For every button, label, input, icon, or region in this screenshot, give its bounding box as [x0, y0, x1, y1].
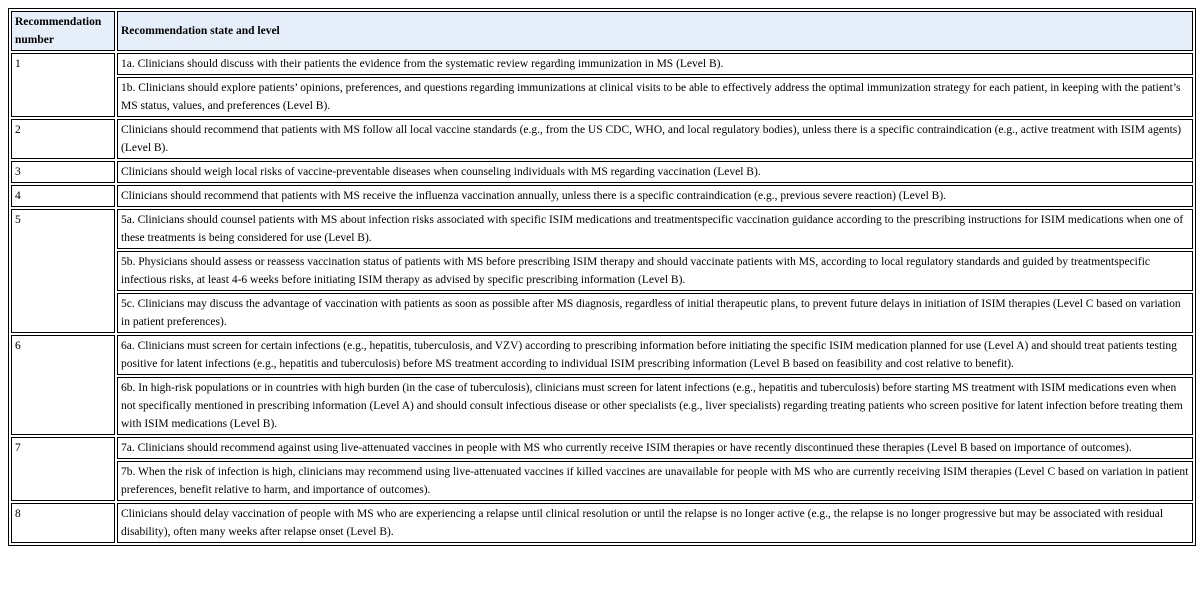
recommendation-text: 5c. Clinicians may discuss the advantage of vaccination with patients as soon as possible after MS diagnosis, regardless of initial therapeutic plans, to prevent future delays in initiation of ISIM therapies (Level C based on variation in patient preferences).	[117, 293, 1193, 333]
table-header-row	[11, 11, 1193, 51]
recommendation-text: 5b. Physicians should assess or reassess vaccination status of patients with MS before prescribing ISIM therapy and should vaccinate patients with MS, according to local regulatory standards and guided by treatmentspecific infectious risks, at least 4-6 weeks before initiating ISIM therapy as advised by specific prescribing information (Level B).	[117, 251, 1193, 291]
table-row	[11, 53, 1193, 75]
table-row	[11, 251, 1193, 291]
recommendation-number: 7	[11, 437, 115, 501]
recommendation-number: 5	[11, 209, 115, 333]
recommendation-text: 6b. In high-risk populations or in countries with high burden (in the case of tuberculosis), clinicians must screen for latent infections (e.g., hepatitis and tuberculosis) before starting MS treatment with ISIM medications even when not specifically mentioned in prescribing information (Level A) and should consult infectious disease or other specialists (e.g., liver specialists) regarding treating patients who screen positive for latent infection before treating them with ISIM medications (Level B).	[117, 377, 1193, 435]
table-row	[11, 437, 1193, 459]
recommendation-number: 3	[11, 161, 115, 183]
table-row	[11, 185, 1193, 207]
recommendation-number: 2	[11, 119, 115, 159]
recommendation-text: 7b. When the risk of infection is high, clinicians may recommend using live-attenuated vaccines if killed vaccines are unavailable for people with MS who are currently receiving ISIM therapies (Level C based on variation in patient preferences, benefit relative to harm, and importance of outcomes).	[117, 461, 1193, 501]
table-row	[11, 377, 1193, 435]
recommendation-text: Clinicians should recommend that patients with MS receive the influenza vaccination annually, unless there is a specific contraindication (e.g., previous severe reaction) (Level B).	[117, 185, 1193, 207]
recommendation-text: 1a. Clinicians should discuss with their patients the evidence from the systematic review regarding immunization in MS (Level B).	[117, 53, 1193, 75]
recommendation-number: 8	[11, 503, 115, 543]
recommendation-number: 1	[11, 53, 115, 117]
recommendation-text: Clinicians should weigh local risks of vaccine-preventable diseases when counseling individuals with MS regarding vaccination (Level B).	[117, 161, 1193, 183]
recommendation-text: Clinicians should recommend that patients with MS follow all local vaccine standards (e.g., from the US CDC, WHO, and local regulatory bodies), unless there is a specific contraindication (e.g., active treatment with ISIM agents) (Level B).	[117, 119, 1193, 159]
recommendations-table	[8, 8, 1196, 546]
recommendation-text: 7a. Clinicians should recommend against using live-attenuated vaccines in people with MS who currently receive ISIM therapies or have recently discontinued these therapies (Level B based on importance of outcomes).	[117, 437, 1193, 459]
header-recommendation-statement: Recommendation state and level	[117, 11, 1193, 51]
recommendation-text: 1b. Clinicians should explore patients’ opinions, preferences, and questions regarding immunizations at clinical visits to be able to effectively address the optimal immunization strategy for each patient, in keeping with the patient’s MS status, values, and preferences (Level B).	[117, 77, 1193, 117]
table-row	[11, 119, 1193, 159]
recommendation-text: Clinicians should delay vaccination of people with MS who are experiencing a relapse until clinical resolution or until the relapse is no longer active (e.g., the relapse is no longer progressive but may be associated with residual disability), often many weeks after relapse onset (Level B).	[117, 503, 1193, 543]
recommendation-number: 4	[11, 185, 115, 207]
table-row	[11, 161, 1193, 183]
table-row	[11, 461, 1193, 501]
table-row	[11, 209, 1193, 249]
table-row	[11, 293, 1193, 333]
table-body	[11, 53, 1193, 543]
recommendation-number: 6	[11, 335, 115, 435]
header-recommendation-number: Recommendation number	[11, 11, 115, 51]
recommendation-text: 6a. Clinicians must screen for certain infections (e.g., hepatitis, tuberculosis, and VZV) according to prescribing information before initiating the specific ISIM medication planned for use (Level A) and should treat patients testing positive for latent infections (e.g., hepatitis and tuberculosis) before MS treatment according to individual ISIM prescribing information (Level B based on feasibility and cost relative to benefit).	[117, 335, 1193, 375]
table-row	[11, 335, 1193, 375]
table-row	[11, 503, 1193, 543]
recommendation-text: 5a. Clinicians should counsel patients with MS about infection risks associated with specific ISIM medications and treatmentspecific vaccination guidance according to the prescribing instructions for ISIM medications when one of these treatments is being considered for use (Level B).	[117, 209, 1193, 249]
table-row	[11, 77, 1193, 117]
